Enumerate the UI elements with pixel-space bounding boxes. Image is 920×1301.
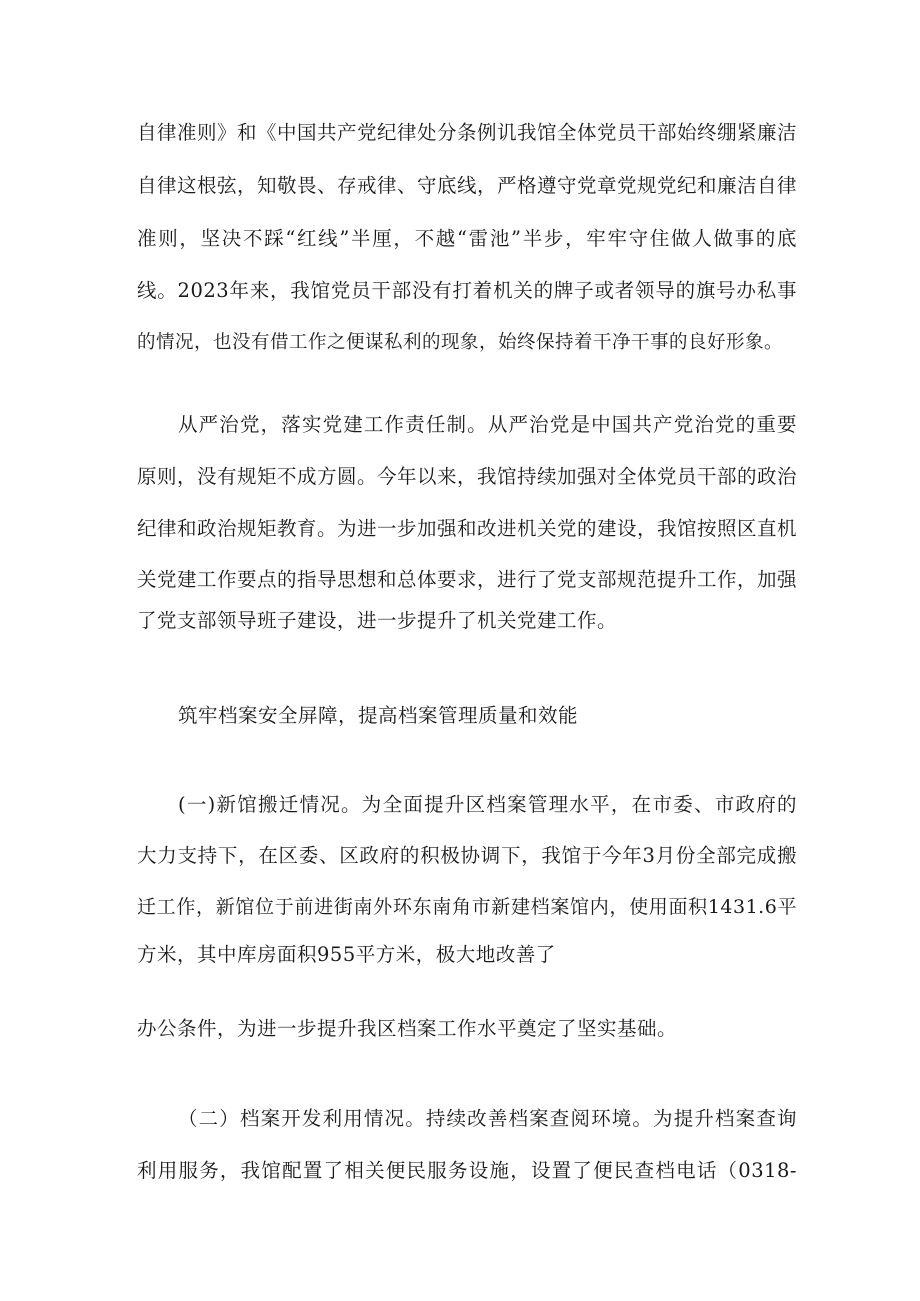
paragraph-4-line-1: 办公条件，为进一步提升我区档案工作水平奠定了坚实基础。 [137,1017,678,1040]
paragraph-3-line-2: 大力支持下，在区委、区政府的积极协调下，我馆于今年3月份全部完成搬 [137,844,797,867]
paragraph-5-line-2: 利用服务，我馆配置了相关便民服务设施，设置了便民查档电话（0318- [137,1159,797,1182]
paragraph-2-line-4: 关党建工作要点的指导思想和总体要求，进行了党支部规范提升工作，加强 [137,568,798,591]
paragraph-1-line-2: 自律这根弦，知敬畏、存戒律、守底线，严格遵守党章党规党纪和廉洁自律 [137,174,798,197]
paragraph-5-line-1: （二）档案开发利用情况。持续改善档案查阅环境。为提升档案查询 [178,1107,797,1130]
paragraph-3-line-3: 迁工作，新馆位于前进街南外环东南角市新建档案馆内，使用面积1431.6平 [137,896,797,918]
paragraph-3-line-4: 方米，其中库房面积955平方米，极大地改善了 [137,943,556,966]
paragraph-1-line-1: 自律准则》和《中国共产党纪律处分条例讥我馆全体党员干部始终绷紧廉洁 [137,121,798,144]
paragraph-3-line-1: (一)新馆搬迁情况。为全面提升区档案管理水平，在市委、市政府的 [178,793,797,816]
paragraph-2-line-5: 了党支部领导班子建设，进一步提升了机关党建工作。 [137,609,618,632]
section-heading: 筑牢档案安全屏障，提高档案管理质量和效能 [178,704,579,727]
paragraph-1-line-3: 准则，坚决不踩“红线”半厘，不越“雷池”半步，牢牢守住做人做事的底 [137,227,797,250]
paragraph-1-line-4: 线。2023年来，我馆党员干部没有打着机关的牌子或者领导的旗号办私事 [137,279,797,302]
paragraph-1-line-5: 的情况，也没有借工作之便谋私利的现象，始终保持着干净干事的良好形象。 [137,332,784,353]
paragraph-2-line-2: 原则，没有规矩不成方圆。今年以来，我馆持续加强对全体党员干部的政治 [137,465,798,488]
paragraph-2-line-3: 纪律和政治规矩教育。为进一步加强和改进机关党的建设，我馆按照区直机 [137,517,798,540]
paragraph-2-line-1: 从严治党，落实党建工作责任制。从严治党是中国共产党治党的重要 [178,413,797,436]
